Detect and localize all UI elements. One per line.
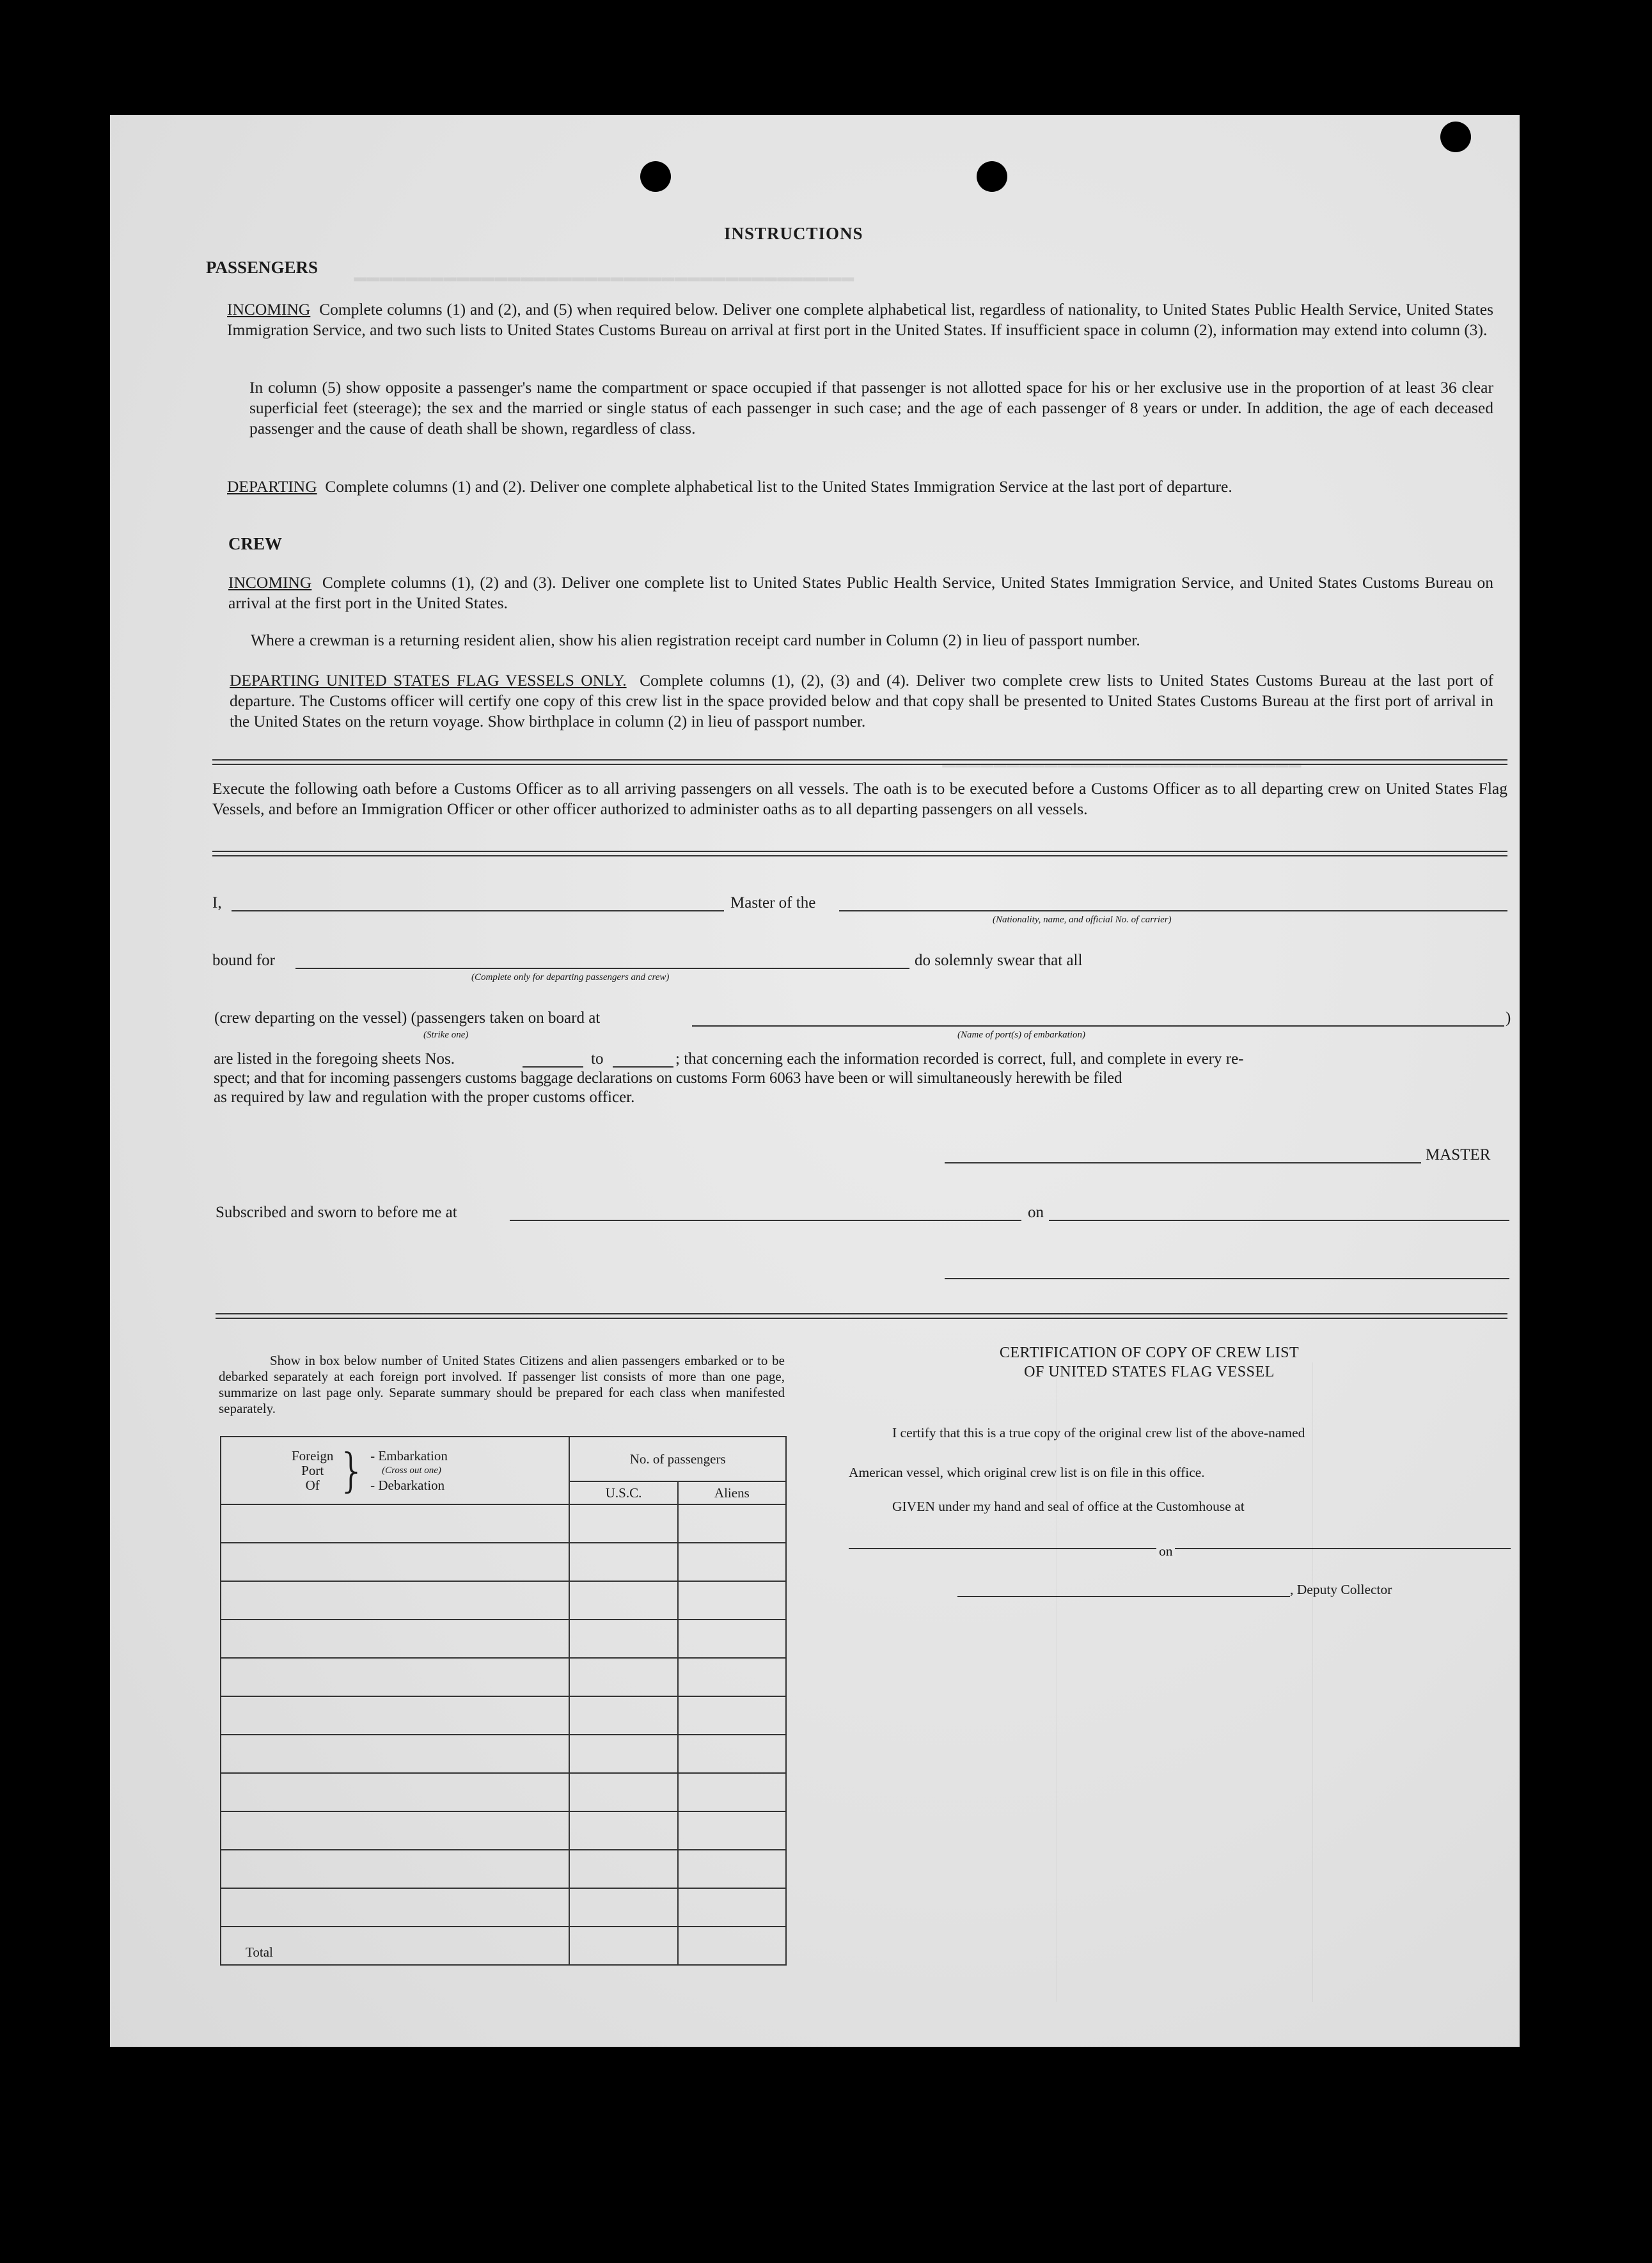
table-row — [221, 1888, 786, 1927]
bleed-through-shadow: ━━━━━━━━━━━━━━━━━━━━━━━━━━━━━━━━━━━━━━━ — [353, 269, 854, 290]
incoming-text: Complete columns (1) and (2), and (5) when required below. Deliver one complete alphabetical list, regardless of nationality, to United States Public Health Service, United States Immigration Service, and two such lists to United States Customs Bureau on arrival at first port in the United States. If insufficient space in column (2), information may extend into column (3). — [227, 300, 1493, 339]
table-row — [221, 1543, 786, 1581]
carrier-caption: (Nationality, name, and official No. of carrier) — [993, 915, 1172, 925]
section-divider — [216, 1313, 1507, 1319]
port-cell[interactable] — [221, 1811, 569, 1850]
sheets-prefix: are listed in the foregoing sheets Nos. — [214, 1050, 455, 1068]
usc-cell[interactable] — [569, 1581, 677, 1620]
aliens-cell[interactable] — [678, 1811, 786, 1850]
oath-line-2: spect; and that for incoming passengers customs baggage declarations on customs Form 6063 have been or will simultaneously herewith be filed — [214, 1069, 1122, 1087]
subscribed-label: Subscribed and sworn to before me at — [216, 1204, 457, 1221]
sheets-to-label: to — [591, 1050, 604, 1068]
subscribed-on-label: on — [1028, 1204, 1044, 1221]
aliens-cell[interactable] — [678, 1504, 786, 1543]
total-label: Total — [221, 1927, 569, 1965]
port-cell[interactable] — [221, 1773, 569, 1811]
port-cell[interactable] — [221, 1620, 569, 1658]
usc-cell[interactable] — [569, 1773, 677, 1811]
bleed-through-shadow: ━━━━━━━━━━━━━━━━━━━━━━━━━━━━ — [941, 755, 1301, 777]
flag-vessels-text: Complete columns (1), (2), (3) and (4). Deliver two complete crew lists to United States Customs Bureau at the last port of departure. The Customs officer will certify one copy of this crew list in the space provided below and that copy shall be presented to United States Customs Bureau at the first port of arrival in the United States on the return voyage. Show birthplace in column (2) in lieu of passport number. — [230, 671, 1493, 730]
aliens-cell[interactable] — [678, 1735, 786, 1773]
certification-heading-line-1: CERTIFICATION OF COPY OF CREW LIST — [999, 1344, 1300, 1361]
foreign-port-word-2: Port — [301, 1462, 324, 1478]
aliens-header: Aliens — [678, 1481, 786, 1504]
aliens-cell[interactable] — [678, 1581, 786, 1620]
embarkation-option[interactable]: - Embarkation — [370, 1447, 448, 1463]
table-row — [221, 1811, 786, 1850]
bound-for-label: bound for — [212, 952, 275, 969]
usc-cell[interactable] — [569, 1850, 677, 1888]
aliens-cell[interactable] — [678, 1773, 786, 1811]
master-name-field[interactable] — [232, 910, 724, 911]
table-row — [221, 1620, 786, 1658]
sheets-suffix: ; that concerning each the information recorded is correct, full, and complete in every re- — [675, 1050, 1244, 1068]
subscribed-place-field[interactable] — [510, 1220, 1021, 1221]
bound-for-caption: (Complete only for departing passengers and crew) — [471, 972, 670, 982]
carrier-field[interactable] — [839, 910, 1507, 911]
usc-cell[interactable] — [569, 1504, 677, 1543]
oath-intro-paragraph: Execute the following oath before a Customs Officer as to all arriving passengers on all vessels. The oath is to be executed before a Customs Officer as to all departing crew on United States Flag Vessels, and before an Immigration Officer or other officer authorized to administer oaths as to all departing passengers on all vessels. — [212, 779, 1507, 818]
aliens-cell[interactable] — [678, 1888, 786, 1927]
oath-line-3: as required by law and regulation with the proper customs officer. — [214, 1089, 635, 1106]
crew-incoming-text: Complete columns (1), (2) and (3). Deliver one complete list to United States Public Health Service, United States Immigration Service, and United States Customs Bureau on arrival at the first port in the United States. — [228, 573, 1493, 612]
punch-hole — [1440, 122, 1471, 152]
summary-instructions: Show in box below number of United States Citizens and alien passengers embarked or to be debarked separately at each foreign port involved. If passenger list consists of more than one page, summarize on last page only. Separate summary should be prepared for each class when manifested separately. — [219, 1353, 785, 1416]
aliens-cell[interactable] — [678, 1850, 786, 1888]
subscribed-date-field[interactable] — [1049, 1220, 1509, 1221]
usc-cell[interactable] — [569, 1735, 677, 1773]
brace-icon: } — [337, 1444, 367, 1497]
usc-header: U.S.C. — [569, 1481, 677, 1504]
passengers-departing-paragraph — [227, 477, 1493, 497]
aliens-cell[interactable] — [678, 1543, 786, 1581]
table-row — [221, 1735, 786, 1773]
incoming-label: INCOMING — [227, 300, 311, 319]
usc-cell[interactable] — [569, 1620, 677, 1658]
port-cell[interactable] — [221, 1888, 569, 1927]
table-row — [221, 1504, 786, 1543]
certify-line-1: I certify that this is a true copy of the original crew list of the above-named — [892, 1425, 1305, 1440]
section-divider — [212, 851, 1507, 856]
master-of-label: Master of the — [730, 894, 816, 911]
table-row — [221, 1581, 786, 1620]
resident-alien-paragraph: Where a crewman is a returning resident alien, show his alien registration receipt card number in Column (2) in lieu of passport number. — [251, 631, 1140, 649]
sheets-to-field[interactable] — [613, 1066, 673, 1068]
crew-heading: CREW — [228, 534, 283, 553]
aliens-cell[interactable] — [678, 1620, 786, 1658]
certification-date-field[interactable] — [1175, 1548, 1511, 1549]
page-title: INSTRUCTIONS — [724, 224, 863, 243]
port-cell[interactable] — [221, 1504, 569, 1543]
table-row — [221, 1696, 786, 1735]
total-aliens-cell[interactable] — [678, 1927, 786, 1965]
crew-departing-label: (crew departing on the vessel) (passengers taken on board at — [214, 1009, 601, 1027]
port-cell[interactable] — [221, 1658, 569, 1696]
oath-i-label: I, — [212, 894, 222, 911]
punch-hole — [640, 161, 671, 192]
aliens-cell[interactable] — [678, 1658, 786, 1696]
swear-label: do solemnly swear that all — [915, 952, 1083, 969]
departing-text: Complete columns (1) and (2). Deliver one complete alphabetical list to the United States Immigration Service at the last port of departure. — [325, 477, 1232, 496]
embarkation-ports-field[interactable] — [692, 1025, 1504, 1027]
usc-cell[interactable] — [569, 1811, 677, 1850]
crew-incoming-label: INCOMING — [228, 573, 312, 592]
certification-heading-line-2: OF UNITED STATES FLAG VESSEL — [1024, 1364, 1275, 1380]
usc-cell[interactable] — [569, 1543, 677, 1581]
given-text: GIVEN under my hand and seal of office at the Customhouse at — [892, 1499, 1245, 1514]
debarkation-option[interactable]: - Debarkation — [370, 1477, 445, 1493]
flag-vessels-label: DEPARTING UNITED STATES FLAG VESSELS ONLY. — [230, 671, 627, 690]
passengers-heading: PASSENGERS — [206, 258, 319, 277]
bound-for-field[interactable] — [295, 968, 909, 969]
aliens-cell[interactable] — [678, 1696, 786, 1735]
punch-hole — [977, 161, 1007, 192]
foreign-port-header — [221, 1437, 569, 1504]
certification-on-label: on — [1156, 1543, 1176, 1559]
ports-caption: (Name of port(s) of embarkation) — [957, 1030, 1085, 1040]
column5-paragraph: In column (5) show opposite a passenger's name the compartment or space occupied if that passenger is not allotted space for his or her exclusive use in the proportion of at least 36 clear superficial feet (steerage); the sex and the married or single status of each passenger in such case; and the age of each passenger of 8 years or under. In addition, the age of each deceased passenger and the cause of death shall be shown, regardless of class. — [249, 378, 1493, 438]
master-signature-label: MASTER — [1426, 1146, 1491, 1163]
port-cell[interactable] — [221, 1543, 569, 1581]
cross-out-caption: (Cross out one) — [382, 1465, 441, 1476]
port-cell[interactable] — [221, 1696, 569, 1735]
foreign-port-word-1: Foreign — [292, 1447, 334, 1463]
close-paren: ) — [1506, 1009, 1511, 1027]
table-row — [221, 1773, 786, 1811]
sheets-from-field[interactable] — [523, 1066, 583, 1068]
passengers-incoming-paragraph — [227, 299, 1493, 340]
passenger-summary-table — [220, 1436, 787, 1966]
form-sheet — [110, 115, 1520, 2047]
port-cell[interactable] — [221, 1850, 569, 1888]
strike-caption: (Strike one) — [423, 1030, 469, 1040]
port-cell[interactable] — [221, 1735, 569, 1773]
flag-vessels-paragraph — [230, 670, 1493, 732]
certify-line-2: American vessel, which original crew list is on file in this office. — [849, 1465, 1205, 1480]
no-of-passengers-header: No. of passengers — [569, 1437, 786, 1481]
usc-cell[interactable] — [569, 1658, 677, 1696]
deputy-collector-signature-field[interactable] — [957, 1596, 1290, 1597]
table-row — [221, 1658, 786, 1696]
port-cell[interactable] — [221, 1581, 569, 1620]
foreign-port-word-3: Of — [305, 1477, 320, 1493]
section-divider — [212, 759, 1507, 765]
total-usc-cell[interactable] — [569, 1927, 677, 1965]
master-signature-field[interactable] — [945, 1162, 1421, 1163]
departing-label: DEPARTING — [227, 477, 317, 496]
deputy-collector-label: , Deputy Collector — [1290, 1582, 1392, 1597]
crew-incoming-paragraph — [228, 572, 1493, 613]
fold-mark — [1312, 1362, 1313, 2002]
table-row — [221, 1850, 786, 1888]
usc-cell[interactable] — [569, 1696, 677, 1735]
usc-cell[interactable] — [569, 1888, 677, 1927]
officer-signature-field[interactable] — [945, 1278, 1509, 1279]
